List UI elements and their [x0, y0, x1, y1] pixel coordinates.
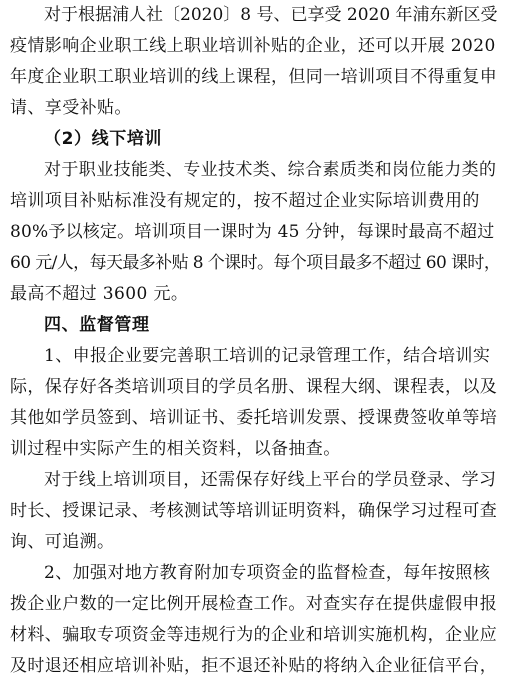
paragraph-line: 其他如学员签到、培训证书、委托培训发票、授课费签收单等培: [10, 408, 498, 428]
section-heading-supervision: 四、监督管理: [44, 315, 150, 335]
paragraph-line: 培训项目补贴标准没有规定的，按不超过企业实际培训费用的: [10, 191, 480, 211]
paragraph-line: 疫情影响企业职工线上职业培训补贴的企业，还可以开展 2020: [10, 36, 496, 56]
paragraph-line: 2、加强对地方教育附加专项资金的监督检查，每年按照核: [44, 563, 491, 583]
paragraph-line: 对于职业技能类、专业技术类、综合素质类和岗位能力类的: [44, 160, 497, 180]
paragraph-line: 请、享受补贴。: [10, 98, 132, 118]
paragraph-line: 对于根据浦人社〔2020〕8 号、已享受 2020 年浦东新区受: [44, 5, 498, 25]
paragraph-line: 对于线上培训项目，还需保存好线上平台的学员登录、学习: [44, 470, 497, 490]
paragraph-line: 际，保存好各类培训项目的学员名册、课程大纲、课程表，以及: [10, 377, 498, 397]
paragraph-line: 询、可追溯。: [10, 532, 115, 552]
paragraph-line: 及时退还相应培训补贴，拒不退还补贴的将纳入企业征信平台，: [10, 656, 498, 676]
paragraph-line: 最高不超过 3600 元。: [10, 284, 189, 304]
section-heading-offline-training: （2）线下培训: [44, 129, 163, 149]
paragraph-line: 年度企业职工职业培训的线上课程，但同一培训项目不得重复申: [10, 67, 498, 87]
paragraph-line: 拨企业户数的一定比例开展检查工作。对查实存在提供虚假申报: [10, 594, 498, 614]
paragraph-line: 时长、授课记录、考核测试等培训证明资料，确保学习过程可查: [10, 501, 498, 521]
paragraph-line: 80%予以核定。培训项目一课时为 45 分钟，每课时最高不超过: [10, 222, 495, 242]
paragraph-line: 训过程中实际产生的相关资料，以备抽查。: [10, 439, 341, 459]
paragraph-line: 材料、骗取专项资金等违规行为的企业和培训实施机构，企业应: [10, 625, 498, 645]
paragraph-line: 60 元/人，每天最多补贴 8 个课时。每个项目最多不超过 60 课时，: [10, 253, 501, 273]
paragraph-line: 1、申报企业要完善职工培训的记录管理工作，结合培训实: [44, 346, 491, 366]
